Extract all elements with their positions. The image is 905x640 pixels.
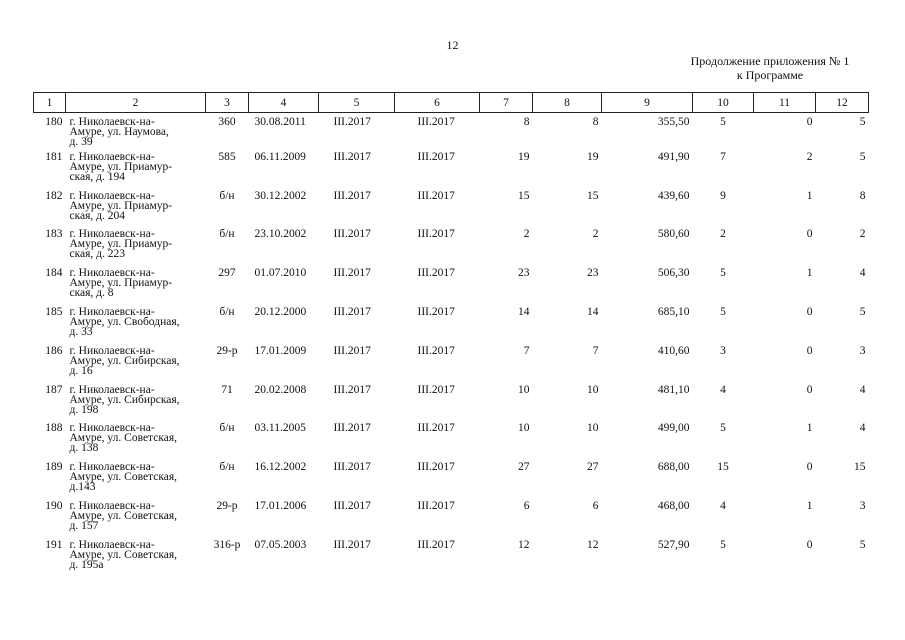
- address-line: Амуре, ул. Сибирская,: [69, 354, 180, 367]
- table-cell-col-9: 688,00: [657, 461, 690, 474]
- appendix-title-line-2: к Программе: [736, 68, 804, 82]
- address-line: д. 39: [69, 136, 93, 148]
- table-cell-col-2: [66, 346, 206, 385]
- table-cell-col-1: 189: [45, 461, 63, 474]
- table-cell-col-6: III.2017: [417, 150, 455, 163]
- column-header-6: 6: [395, 93, 480, 113]
- table-cell-col-12: 8: [859, 189, 866, 202]
- table-cell-col-9: 410,60: [657, 344, 690, 357]
- address-line: Амуре, ул. Приамур-: [69, 277, 173, 290]
- address-line: ская, д. 204: [69, 209, 126, 222]
- table-cell-col-3: 360: [218, 116, 236, 128]
- table-cell-col-8: 19: [587, 150, 599, 163]
- table-cell-col-7: 10: [518, 383, 530, 396]
- table-cell-col-1: 186: [45, 344, 63, 357]
- table-cell-col-3: б/н: [219, 189, 235, 202]
- table-cell-col-12: 4: [859, 383, 866, 396]
- column-header-4: 4: [249, 93, 319, 113]
- table-cell-col-11: 0: [806, 538, 813, 551]
- table-cell-col-3: б/н: [219, 305, 235, 318]
- housing-table: [33, 92, 869, 579]
- table-cell-col-5: III.2017: [333, 305, 371, 318]
- column-header-12: 12: [816, 93, 869, 113]
- table-cell-col-4: 03.11.2005: [254, 422, 306, 435]
- address-line: Амуре, ул. Приамур-: [69, 238, 173, 251]
- table-cell-col-4: 01.07.2010: [254, 267, 307, 280]
- table-cell-col-3: б/н: [219, 422, 235, 435]
- table-cell-col-12: 4: [859, 422, 866, 435]
- address-line: г. Николаевск-на-: [69, 422, 155, 435]
- address-line: г. Николаевск-на-: [69, 383, 155, 396]
- table-cell-col-4: 30.12.2002: [254, 189, 307, 202]
- address-line: д.143: [69, 481, 96, 494]
- table-cell-col-2: [66, 113, 206, 152]
- table-cell-col-7: 10: [518, 422, 530, 435]
- table-header-row: [34, 93, 869, 113]
- address-line: Амуре, ул. Приамур-: [69, 199, 173, 212]
- table-cell-col-1: 182: [45, 189, 63, 202]
- table-cell-col-4: 07.05.2003: [254, 538, 307, 551]
- table-cell-col-9: 439,60: [657, 189, 690, 202]
- table-cell-col-8: 10: [587, 422, 599, 435]
- table-cell-col-12: 5: [859, 150, 866, 163]
- table-cell-col-11: 0: [806, 305, 813, 318]
- table-cell-col-8: 8: [592, 116, 599, 128]
- table-cell-col-5: III.2017: [333, 150, 371, 163]
- table-cell-col-4: 20.02.2008: [254, 383, 307, 396]
- table-cell-col-3: 71: [221, 383, 233, 396]
- table-cell-col-11: 1: [806, 267, 813, 280]
- address-line: д. 33: [69, 325, 93, 338]
- table-cell-col-7: 14: [518, 305, 530, 318]
- table-cell-col-3: б/н: [219, 228, 235, 241]
- table-cell-col-2: [66, 540, 206, 579]
- table-cell-col-11: 0: [806, 116, 813, 128]
- table-row: [34, 501, 869, 540]
- table-row: [34, 540, 869, 579]
- table-cell-col-11: 0: [806, 383, 813, 396]
- table-cell-col-5: III.2017: [333, 461, 371, 474]
- table-row: [34, 113, 869, 152]
- table-cell-col-11: 0: [806, 461, 813, 474]
- table-cell-col-6: III.2017: [417, 461, 455, 474]
- table-cell-col-1: 181: [45, 150, 63, 163]
- table-cell-col-7: 6: [523, 499, 530, 512]
- table-cell-col-10: 5: [720, 267, 726, 280]
- address-line: Амуре, ул. Свободная,: [69, 315, 180, 328]
- table-cell-col-1: 184: [45, 267, 63, 280]
- column-header-11: 11: [754, 93, 816, 113]
- address-line: д. 138: [69, 442, 99, 455]
- table-cell-col-6: III.2017: [417, 499, 455, 512]
- table-cell-col-4: 20.12.2000: [254, 305, 307, 318]
- address-line: г. Николаевск-на-: [69, 461, 155, 474]
- address-line: ская, д. 223: [69, 248, 126, 261]
- table-cell-col-7: 15: [518, 189, 530, 202]
- table-cell-col-7: 7: [523, 344, 530, 357]
- table-cell-col-1: 190: [45, 499, 63, 512]
- column-header-9: 9: [602, 93, 693, 113]
- column-header-10: 10: [693, 93, 754, 113]
- table-cell-col-7: 27: [518, 461, 530, 474]
- address-line: ская, д. 8: [69, 287, 114, 300]
- table-cell-col-2: [66, 268, 206, 307]
- table-cell-col-10: 7: [720, 150, 726, 163]
- address-line: г. Николаевск-на-: [69, 538, 155, 551]
- table-cell-col-9: 685,10: [657, 305, 690, 318]
- table-cell-col-2: [66, 191, 206, 230]
- table-cell-col-11: 1: [806, 422, 813, 435]
- table-cell-col-10: 3: [720, 344, 726, 357]
- table-cell-col-12: 15: [854, 461, 866, 474]
- table-body: [34, 113, 869, 579]
- table-cell-col-1: 187: [45, 383, 63, 396]
- address-line: д. 157: [69, 519, 99, 532]
- table-cell-col-2: [66, 462, 206, 501]
- table-cell-col-8: 23: [587, 267, 599, 280]
- table-row: [34, 346, 869, 385]
- table-cell-col-11: 1: [806, 499, 813, 512]
- table-cell-col-12: 5: [859, 305, 866, 318]
- table-cell-col-8: 27: [587, 461, 599, 474]
- table-cell-col-1: 185: [45, 305, 63, 318]
- table-cell-col-12: 3: [859, 499, 866, 512]
- table-cell-col-1: 191: [45, 538, 63, 551]
- table-cell-col-5: III.2017: [333, 189, 371, 202]
- table-cell-col-10: 5: [720, 116, 726, 128]
- table-cell-col-1: 183: [45, 228, 63, 241]
- column-header-3: 3: [206, 93, 249, 113]
- table-cell-col-2: [66, 385, 206, 424]
- table-cell-col-2: [66, 423, 206, 462]
- column-header-1: 1: [34, 93, 66, 113]
- address-line: Амуре, ул. Советская,: [69, 432, 178, 445]
- table-cell-col-5: III.2017: [333, 538, 371, 551]
- table-cell-col-8: 6: [592, 499, 599, 512]
- table-cell-col-9: 468,00: [657, 499, 690, 512]
- address-line: г. Николаевск-на-: [69, 189, 155, 202]
- table-cell-col-9: 499,00: [657, 422, 690, 435]
- table-cell-col-9: 355,50: [657, 116, 690, 128]
- table-cell-col-11: 2: [806, 150, 813, 163]
- table-cell-col-3: б/н: [219, 461, 235, 474]
- table-cell-col-4: 17.01.2006: [254, 499, 307, 512]
- table-cell-col-7: 8: [523, 116, 530, 128]
- column-header-5: 5: [319, 93, 395, 113]
- table-cell-col-6: III.2017: [417, 538, 455, 551]
- table-cell-col-9: 506,30: [657, 267, 690, 280]
- table-cell-col-12: 4: [859, 267, 866, 280]
- table-cell-col-1: 180: [45, 116, 63, 128]
- table-cell-col-6: III.2017: [417, 189, 455, 202]
- table-cell-col-6: III.2017: [417, 305, 455, 318]
- table-cell-col-3: 29-р: [216, 344, 238, 357]
- table-cell-col-8: 10: [587, 383, 599, 396]
- table-cell-col-2: [66, 229, 206, 268]
- table-cell-col-9: 491,90: [657, 150, 690, 163]
- table-row: [34, 307, 869, 346]
- table-cell-col-7: 19: [518, 150, 530, 163]
- table-cell-col-12: 3: [859, 344, 866, 357]
- table-cell-col-5: III.2017: [333, 267, 371, 280]
- address-line: Амуре, ул. Сибирская,: [69, 393, 180, 406]
- address-line: г. Николаевск-на-: [69, 267, 155, 280]
- table-cell-col-8: 2: [592, 228, 599, 241]
- table-row: [34, 385, 869, 424]
- table-cell-col-10: 4: [720, 383, 726, 396]
- address-line: Амуре, ул. Советская,: [69, 471, 178, 484]
- table-cell-col-4: 06.11.2009: [254, 150, 306, 163]
- table-cell-col-10: 5: [720, 305, 726, 318]
- table-cell-col-11: 1: [806, 189, 813, 202]
- table-cell-col-3: 585: [218, 150, 236, 163]
- table-cell-col-11: 0: [806, 228, 813, 241]
- table-row: [34, 268, 869, 307]
- table-row: [34, 152, 869, 191]
- table-cell-col-12: 5: [859, 116, 866, 128]
- appendix-title-line-1: Продолжение приложения № 1: [690, 54, 850, 68]
- appendix-heading: [660, 54, 880, 82]
- table-row: [34, 229, 869, 268]
- table-cell-col-8: 14: [587, 305, 599, 318]
- address-line: Амуре, ул. Советская,: [69, 548, 178, 561]
- column-header-7: 7: [480, 93, 533, 113]
- table-cell-col-9: 527,90: [657, 538, 690, 551]
- table-cell-col-6: III.2017: [417, 228, 455, 241]
- table-cell-col-5: III.2017: [333, 422, 371, 435]
- table-cell-col-6: III.2017: [417, 116, 455, 128]
- column-header-8: 8: [533, 93, 602, 113]
- address-line: д. 198: [69, 403, 99, 416]
- table-cell-col-3: 316-р: [213, 538, 241, 551]
- table-cell-col-5: III.2017: [333, 116, 371, 128]
- address-line: д. 16: [69, 364, 93, 377]
- address-line: Амуре, ул. Советская,: [69, 509, 178, 522]
- table-cell-col-5: III.2017: [333, 228, 371, 241]
- table-cell-col-5: III.2017: [333, 383, 371, 396]
- table-cell-col-4: 16.12.2002: [254, 461, 307, 474]
- table-cell-col-12: 2: [859, 228, 866, 241]
- address-line: г. Николаевск-на-: [69, 150, 155, 163]
- table-cell-col-10: 15: [717, 461, 729, 474]
- table-cell-col-5: III.2017: [333, 499, 371, 512]
- table-cell-col-10: 5: [720, 422, 726, 435]
- table-cell-col-2: [66, 152, 206, 191]
- address-line: г. Николаевск-на-: [69, 228, 155, 241]
- table-cell-col-4: 23.10.2002: [254, 228, 307, 241]
- table-cell-col-2: [66, 501, 206, 540]
- table-cell-col-10: 5: [720, 538, 726, 551]
- table-cell-col-8: 15: [587, 189, 599, 202]
- address-line: ская, д. 194: [69, 170, 126, 183]
- table-row: [34, 423, 869, 462]
- table-cell-col-10: 2: [720, 228, 726, 241]
- page-number: 12: [446, 38, 459, 52]
- table-cell-col-6: III.2017: [417, 344, 455, 357]
- address-line: Амуре, ул. Наумова,: [69, 126, 169, 138]
- table-cell-col-2: [66, 307, 206, 346]
- table-cell-col-7: 23: [518, 267, 530, 280]
- address-line: д. 195а: [69, 558, 104, 571]
- table-cell-col-3: 297: [218, 267, 236, 280]
- table-cell-col-5: III.2017: [333, 344, 371, 357]
- table-cell-col-10: 9: [720, 189, 726, 202]
- table-cell-col-11: 0: [806, 344, 813, 357]
- table-cell-col-10: 4: [720, 499, 726, 512]
- address-line: г. Николаевск-на-: [69, 116, 155, 128]
- table-cell-col-3: 29-р: [216, 499, 238, 512]
- table-cell-col-7: 2: [523, 228, 530, 241]
- table-cell-col-8: 12: [587, 538, 599, 551]
- table-cell-col-9: 481,10: [657, 383, 690, 396]
- table-cell-col-8: 7: [592, 344, 599, 357]
- column-header-2: 2: [66, 93, 206, 113]
- address-line: г. Николаевск-на-: [69, 305, 155, 318]
- table-cell-col-4: 17.01.2009: [254, 344, 307, 357]
- table-cell-col-6: III.2017: [417, 383, 455, 396]
- table-cell-col-1: 188: [45, 422, 63, 435]
- table-cell-col-4: 30.08.2011: [254, 116, 306, 128]
- address-line: г. Николаевск-на-: [69, 499, 155, 512]
- table-cell-col-6: III.2017: [417, 267, 455, 280]
- address-line: г. Николаевск-на-: [69, 344, 155, 357]
- table-row: [34, 462, 869, 501]
- table-cell-col-6: III.2017: [417, 422, 455, 435]
- table-cell-col-9: 580,60: [657, 228, 690, 241]
- address-line: Амуре, ул. Приамур-: [69, 160, 173, 173]
- table-cell-col-7: 12: [518, 538, 530, 551]
- table-cell-col-12: 5: [859, 538, 866, 551]
- table-row: [34, 191, 869, 230]
